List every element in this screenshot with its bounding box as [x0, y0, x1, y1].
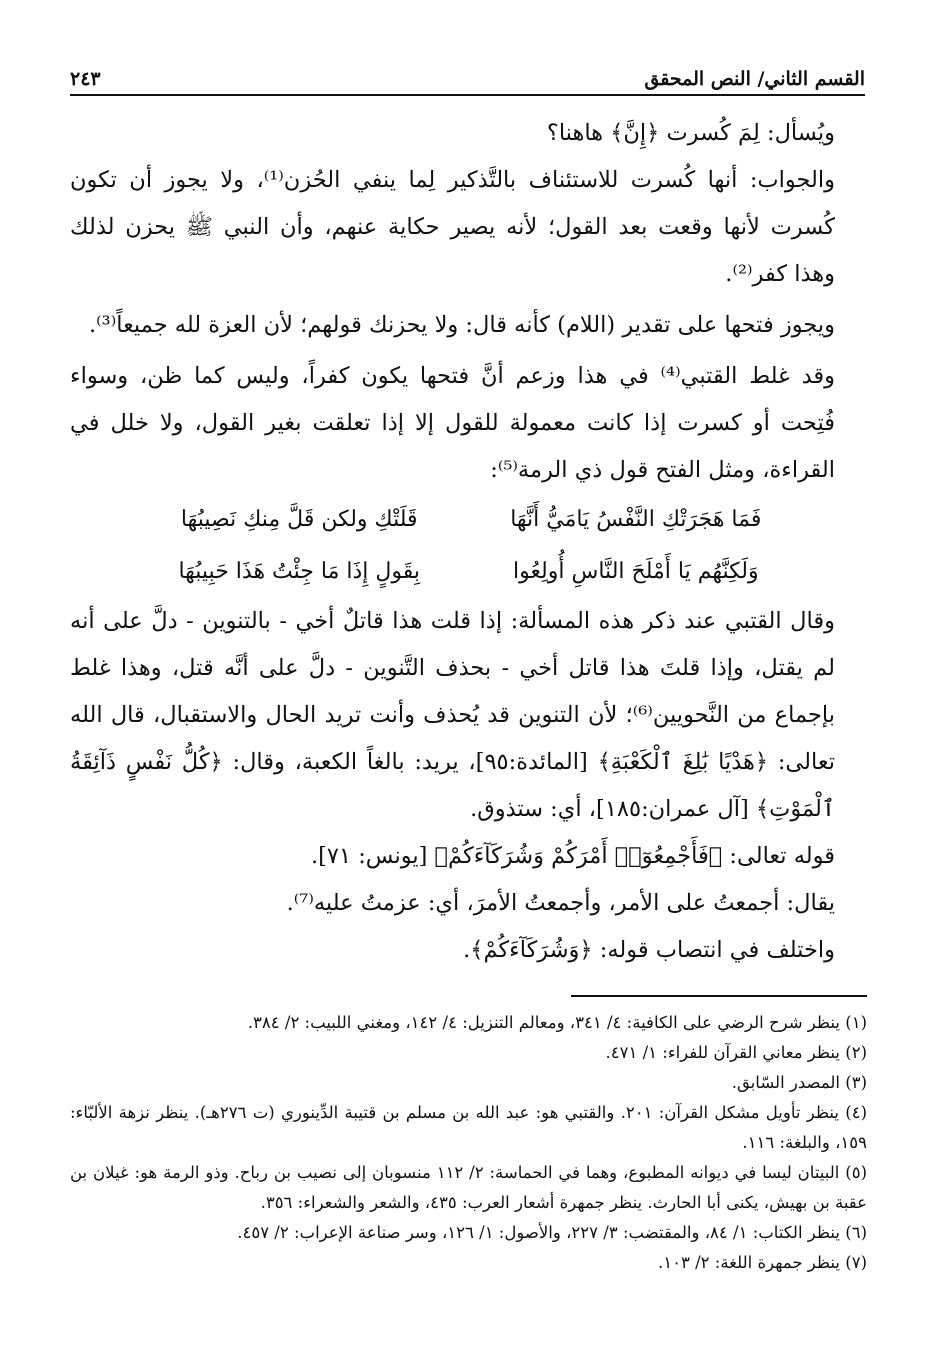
footnote-separator: [571, 995, 867, 997]
paragraph-quran-verse: قوله تعالى: ﴿فَأَجْمِعُوٓا۟ أَمْرَكُمْ وَشُرَكَآءَكُمْ﴾ [يونس: ٧١].: [310, 843, 835, 869]
footnote-7: (٧) ينظر جمهرة اللغة: ٢/ ١٠٣.: [657, 1253, 867, 1272]
verse-first-hemistich: وَلَكِنَّهُم يَا أَمْلَحَ النَّاسِ أُولِعُوا: [512, 559, 759, 584]
footnote-3: (٣) المصدر السّابق.: [731, 1073, 867, 1092]
verse-line: [70, 494, 865, 546]
paragraph-ajma: يقال: أجمعتُ على الأمر، وأجمعتُ الأمرَ، أي: عزمتُ عليه⁽⁷⁾.: [286, 890, 835, 916]
paragraph-tanween: وقال القتبي عند ذكر هذه المسألة: إذا قلت هذا قاتلٌ أخي - بالتنوين - دلَّ على أنه لم يقتل، وإذا قلتَ هذا قاتل أخي - بحذف التَّنوين - دلَّ على أنَّه قتل، وهذا غلط بإجماع من النَّحويين⁽⁶⁾؛ لأن التنوين قد يُحذف وأنت تريد الحال والاستقبال، قال الله تعالى: ﴿هَدْيًا بَٰلِغَ ٱلْكَعْبَةِ﴾ [المائدة:٩٥]، يريد: بالغاً الكعبة، وقال: ﴿كُلُّ نَفْسٍ ذَآئِقَةُ ٱلْمَوْتِ﴾ [آل عمران:١٨٥]، أي: ستذوق.: [70, 608, 835, 822]
verse-line: [70, 546, 865, 598]
paragraph-fath: ويجوز فتحها على تقدير (اللام) كأنه قال: ولا يحزنك قولهم؛ لأن العزة لله جميعاً⁽³⁾.: [88, 312, 835, 338]
page-number: ٢٤٣: [70, 68, 101, 90]
footnote-4: (٤) ينظر تأويل مشكل القرآن: ٢٠١. والقتبي هو: عبد الله بن مسلم بن قتيبة الدِّينوري (ت ٢٧٦هـ). ينظر نزهة الألبّاء: ١٥٩، والبلغة: ١١٦.: [70, 1103, 867, 1152]
main-text: [70, 110, 865, 974]
footnote-1: (١) ينظر شرح الرضي على الكافية: ٤/ ٣٤١، ومعالم التنزيل: ٤/ ١٤٢، ومغني اللبيب: ٢/ ٣٨٤.: [247, 1013, 867, 1032]
paragraph-qutbi-error: وقد غلط القتبي⁽⁴⁾ في هذا وزعم أنَّ فتحها يكون كفراً، وليس كما ظن، وسواء فُتِحت أو كسرت إذا كانت معمولة للقول إلا إذا تعلقت بغير القول، ولا خلل في القراءة، ومثل الفتح قول ذي الرمة⁽⁵⁾:: [70, 363, 836, 483]
footnote-5: (٥) البيتان ليسا في ديوانه المطبوع، وهما في الحماسة: ٢/ ١١٢ منسوبان إلى نصيب بن رباح. وذو الرمة هو: غيلان بن عقبة بن بهيش، يكنى أبا الحارث. ينظر جمهرة أشعار العرب: ٤٣٥، والشعر والشعراء: ٣٥٦.: [70, 1163, 867, 1212]
poetry-block: [70, 494, 865, 598]
paragraph-answer: والجواب: أنها كُسرت للاستئناف بالتَّذكير لِما ينفي الحُزن⁽¹⁾، ولا يجوز أن تكون كُسرت لأنها وقعت بعد القول؛ لأنه يصير حكاية عنهم، وأن النبي ﷺ يحزن لذلك وهذا كفر⁽²⁾.: [70, 167, 835, 287]
page-header: [70, 56, 865, 96]
verse-first-hemistich: فَمَا هَجَرَتْكِ النَّفْسُ يَامَيُّ أَنَّهَا: [510, 507, 762, 532]
paragraph-question: ويُسأل: لِمَ كُسرت ﴿إِنَّ﴾ هاهنا؟: [546, 120, 835, 146]
paragraph-ikhtilaf: واختلف في انتصاب قوله: ﴿وَشُرَكَآءَكُمْ﴾.: [463, 937, 835, 963]
verse-second-hemistich: قَلَتْكِ ولكن قَلَّ مِنكِ نَصِيبُهَا: [180, 507, 418, 532]
footnotes: [70, 1008, 867, 1278]
running-title: القسم الثاني/ النص المحقق: [644, 68, 865, 90]
footnote-6: (٦) ينظر الكتاب: ١/ ٨٤، والمقتضب: ٣/ ٢٢٧، والأصول: ١/ ١٢٦، وسر صناعة الإعراب: ٢/ ٤٥٧.: [237, 1223, 867, 1242]
footnote-2: (٢) ينظر معاني القرآن للفراء: ١/ ٤٧١.: [605, 1043, 867, 1062]
verse-second-hemistich: بِقَولٍ إِذَا مَا جِئْتُ هَذَا حَبِيبُهَا: [178, 559, 420, 584]
